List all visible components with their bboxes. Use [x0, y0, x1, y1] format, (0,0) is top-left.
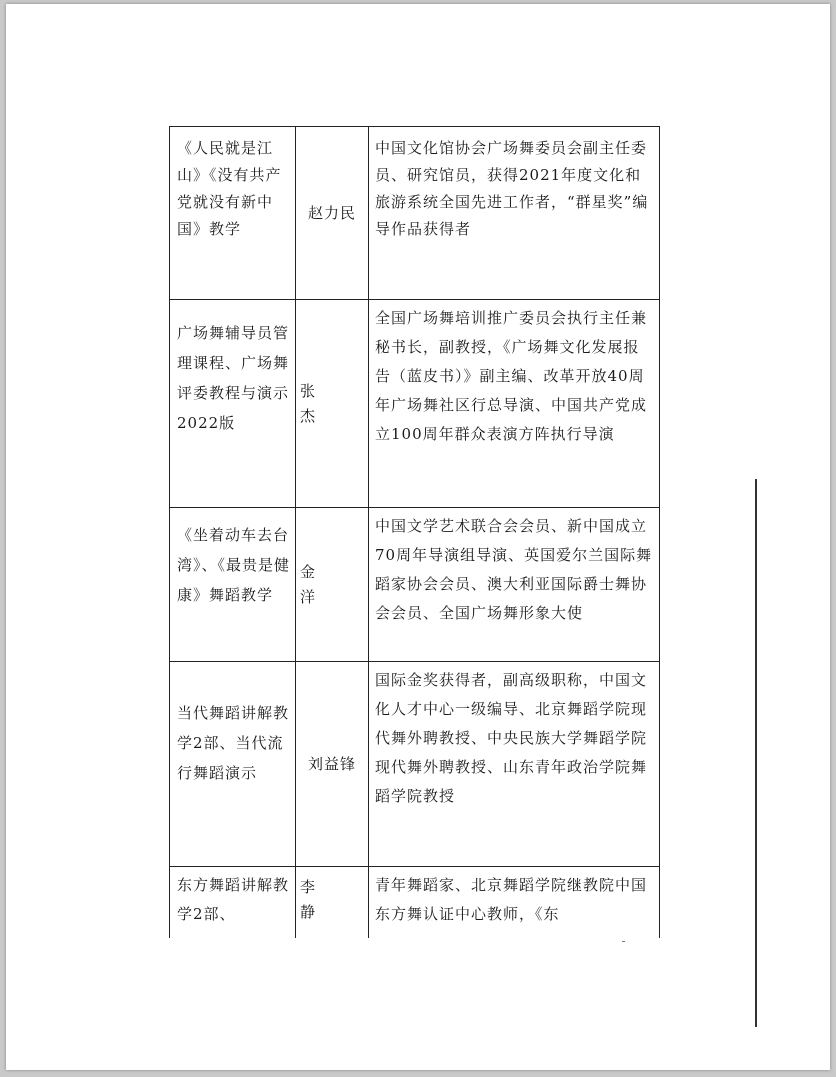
table-row: [170, 662, 660, 867]
document-page: [6, 4, 830, 1070]
scan-artifact-speck: [622, 941, 625, 942]
instructor-intro-cell: 国际金奖获得者，副高级职称，中国文化人才中心一级编导、北京舞蹈学院现代舞外聘教授、中央民族大学舞蹈学院现代舞外聘教授、山东青年政治学院舞蹈学院教授: [369, 662, 660, 866]
instructor-name-cell: 张 杰: [296, 300, 369, 507]
instructor-name-cell: 刘益锋: [296, 662, 369, 866]
instructor-intro-cell: 中国文化馆协会广场舞委员会副主任委员、研究馆员，获得2021年度文化和旅游系统全国先进工作者，“群星奖”编导作品获得者: [369, 127, 660, 299]
instructor-name-cell: 赵力民: [296, 127, 369, 299]
course-cell: 广场舞辅导员管理课程、广场舞评委教程与演示2022版: [170, 300, 296, 507]
course-cell: 《人民就是江山》《没有共产党就没有新中国》教学: [170, 127, 296, 299]
instructor-name-cell: 李 静: [296, 867, 369, 938]
instructor-name-cell: 金 洋: [296, 508, 369, 661]
instructor-intro-cell: 中国文学艺术联合会会员、新中国成立70周年导演组导演、英国爱尔兰国际舞蹈家协会会员、澳大利亚国际爵士舞协会会员、全国广场舞形象大使: [369, 508, 660, 661]
course-cell: 东方舞蹈讲解教学2部、: [170, 867, 296, 938]
scan-artifact-line: [755, 479, 757, 1027]
instructor-intro-cell: 青年舞蹈家、北京舞蹈学院继教院中国东方舞认证中心教师，《东: [369, 867, 660, 938]
instructor-table: [169, 126, 660, 938]
table-row: [170, 508, 660, 662]
course-cell: 《坐着动车去台湾》、《最贵是健康》舞蹈教学: [170, 508, 296, 661]
course-cell: 当代舞蹈讲解教学2部、当代流行舞蹈演示: [170, 662, 296, 866]
table-row: [170, 867, 660, 938]
table-row: [170, 300, 660, 508]
table-row: [170, 127, 660, 300]
instructor-intro-cell: 全国广场舞培训推广委员会执行主任兼秘书长，副教授，《广场舞文化发展报告（蓝皮书）》副主编、改革开放40周年广场舞社区行总导演、中国共产党成立100周年群众表演方阵执行导演: [369, 300, 660, 507]
